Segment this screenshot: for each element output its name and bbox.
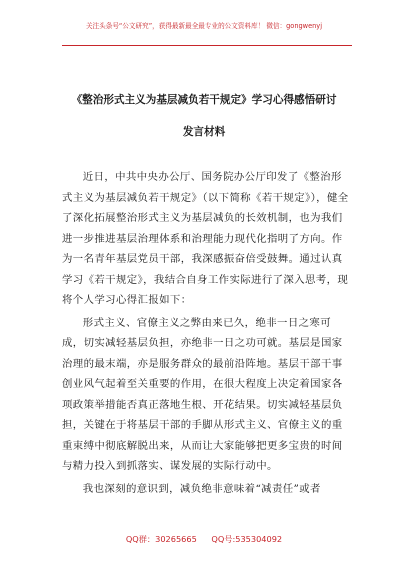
document-body xyxy=(62,167,352,499)
page-footer xyxy=(0,534,408,545)
body-paragraph: 我也深刻的意识到，减负绝非意味着“减责任”或者 xyxy=(82,482,321,495)
document-subtitle: 发言材料 xyxy=(182,126,226,138)
document-title: 《整治形式主义为基层减负若干规定》学习心得感悟研讨 xyxy=(71,94,337,106)
footer-qq-group: QQ群：30265665 xyxy=(125,534,197,544)
page-header-notice: 关注头条号“公文研究”，获得最新最全最专业的公文资料库！ 微信：gongwenyj xyxy=(85,22,323,30)
body-paragraph: 形式主义、官僚主义之弊由来已久，绝非一日之寒可成，切实减轻基层负担，亦绝非一日之功可就。基层是国家治理的最末端，亦是服务群众的最前沿阵地。基层干部干事创业风气起着至关重要的作用，在很大程度上决定着国家各项政策举措能否真正落地生根、开花结果。切实减轻基层负担，关键在于将基层干部的手脚从形式主义、官僚主义的重重束缚中彻底解脱出来，从而让大家能够把更多宝贵的时间与精力投入到抓落实、谋发展的实际行动中。 xyxy=(62,316,343,472)
body-paragraph: 近日，中共中央办公厅、国务院办公厅印发了《整治形式主义为基层减负若干规定》（以下简称《若干规定》），健全了深化拓展整治形式主义为基层减负的长效机制，也为我们进一步推进基层治理体系和治理能力现代化指明了方向。作为一名青年基层党员干部，我深感振奋倍受鼓舞。通过认真学习《若干规定》，我结合自身工作实际进行了深入思考，现将个人学习心得汇报如下： xyxy=(62,171,349,306)
footer-qq-number: QQ号:535304092 xyxy=(211,534,283,544)
header-divider xyxy=(62,45,352,46)
